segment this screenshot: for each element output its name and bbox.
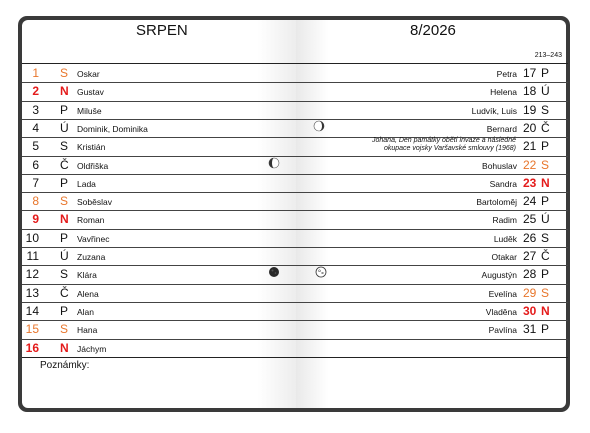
day-number: 30 bbox=[523, 303, 537, 318]
day-of-week: Ú bbox=[60, 249, 69, 263]
day-number: 27 bbox=[523, 249, 537, 263]
day-number: 13 bbox=[25, 285, 39, 300]
full-moon-icon bbox=[315, 266, 327, 278]
day-number: 15 bbox=[25, 322, 39, 337]
day-of-week: P bbox=[541, 139, 550, 154]
day-number: 11 bbox=[26, 249, 39, 263]
year-title: 8/2026 bbox=[410, 22, 456, 39]
day-number: 25 bbox=[523, 212, 537, 227]
day-of-week: S bbox=[60, 322, 69, 337]
row-divider bbox=[22, 192, 568, 193]
row-divider bbox=[22, 229, 568, 230]
day-number: 2 bbox=[32, 84, 39, 99]
name-day-note: Johana, Den památky obětí invaze a následné okupace vojsky Varšavské smlouvy (1968) bbox=[372, 137, 516, 153]
name-day: Vladěna bbox=[485, 306, 517, 317]
day-number: 24 bbox=[523, 194, 537, 209]
name-day: Jáchym bbox=[77, 343, 107, 354]
day-number: 23 bbox=[523, 175, 537, 190]
day-of-week: P bbox=[541, 267, 550, 282]
day-number: 5 bbox=[32, 139, 39, 154]
day-of-week: S bbox=[541, 285, 550, 300]
name-day: Augustýn bbox=[481, 270, 517, 281]
day-of-week: Č bbox=[541, 120, 550, 135]
day-number: 18 bbox=[523, 84, 537, 99]
day-of-week: P bbox=[541, 194, 550, 209]
day-number: 1 bbox=[32, 66, 39, 80]
name-day: Alan bbox=[77, 306, 95, 317]
day-of-week: Č bbox=[60, 157, 69, 172]
row-divider bbox=[22, 119, 568, 120]
row-divider bbox=[22, 210, 568, 211]
name-day: Bohuslav bbox=[482, 160, 517, 171]
day-number: 16 bbox=[25, 340, 39, 355]
name-day: Klára bbox=[77, 270, 97, 281]
day-of-week: P bbox=[541, 322, 550, 337]
day-of-week: Ú bbox=[60, 120, 69, 135]
name-day: Pavlína bbox=[488, 325, 517, 336]
name-day: Petra bbox=[496, 69, 517, 79]
day-number: 31 bbox=[523, 322, 537, 337]
name-day: Lada bbox=[77, 178, 96, 189]
day-number: 22 bbox=[523, 157, 537, 172]
name-day: Luděk bbox=[493, 233, 517, 244]
row-divider bbox=[22, 265, 568, 266]
day-number: 10 bbox=[25, 230, 39, 245]
row-divider bbox=[22, 156, 568, 157]
name-day: Helena bbox=[490, 87, 517, 98]
name-day: Miluše bbox=[77, 105, 102, 116]
name-day: Oldřiška bbox=[77, 160, 109, 171]
row-divider bbox=[22, 320, 568, 321]
day-of-week: S bbox=[60, 66, 69, 80]
last-quarter-moon-icon bbox=[313, 120, 325, 132]
new-moon-icon bbox=[268, 266, 280, 278]
day-of-week: N bbox=[541, 303, 550, 318]
row-divider bbox=[22, 339, 568, 340]
name-day: Sandra bbox=[489, 178, 517, 189]
day-of-week: S bbox=[541, 102, 550, 117]
day-number: 12 bbox=[25, 267, 39, 282]
day-number: 3 bbox=[32, 102, 39, 117]
day-of-week: S bbox=[541, 157, 550, 172]
day-of-week: P bbox=[60, 102, 69, 117]
name-day: Alena bbox=[77, 288, 99, 299]
day-number: 4 bbox=[32, 120, 39, 135]
day-number: 6 bbox=[32, 157, 39, 172]
day-of-week: N bbox=[60, 340, 69, 355]
name-day: Soběslav bbox=[77, 197, 112, 208]
row-divider bbox=[22, 284, 568, 285]
name-day: Bartoloměj bbox=[476, 197, 517, 208]
row-divider bbox=[22, 247, 568, 248]
day-number: 14 bbox=[25, 303, 39, 318]
row-divider bbox=[22, 82, 568, 83]
notes-rule bbox=[22, 357, 568, 358]
day-of-week: P bbox=[60, 303, 69, 318]
name-day: Dominik, Dominika bbox=[77, 123, 148, 134]
day-of-week: S bbox=[60, 139, 69, 154]
day-of-week: S bbox=[60, 194, 69, 209]
day-number: 8 bbox=[32, 194, 39, 209]
day-number: 7 bbox=[32, 175, 39, 190]
day-of-week: S bbox=[60, 267, 69, 282]
day-of-week: N bbox=[60, 84, 69, 99]
name-day: Oskar bbox=[77, 69, 100, 79]
day-number: 28 bbox=[523, 267, 537, 282]
day-of-week: Ú bbox=[541, 84, 550, 99]
day-of-week: P bbox=[60, 175, 69, 190]
name-day: Evelína bbox=[488, 288, 517, 299]
name-day: Hana bbox=[77, 325, 98, 336]
name-day: Zuzana bbox=[77, 252, 106, 262]
day-number: 20 bbox=[523, 120, 537, 135]
day-number: 9 bbox=[32, 212, 39, 227]
day-of-week: P bbox=[541, 66, 550, 80]
name-day: Bernard bbox=[486, 123, 517, 134]
day-number: 29 bbox=[523, 285, 537, 300]
day-of-week: P bbox=[60, 230, 69, 245]
waning-crescent-moon-icon bbox=[268, 157, 280, 169]
row-divider bbox=[22, 174, 568, 175]
name-day: Radim bbox=[492, 215, 517, 226]
day-of-week: Č bbox=[60, 285, 69, 300]
day-number: 26 bbox=[523, 230, 537, 245]
day-number: 17 bbox=[523, 66, 537, 80]
day-of-week: Ú bbox=[541, 212, 550, 227]
month-title: SRPEN bbox=[136, 22, 188, 39]
day-of-year-range: 213–243 bbox=[534, 52, 562, 59]
row-divider bbox=[22, 101, 568, 102]
day-of-week: N bbox=[60, 212, 69, 227]
name-day: Ludvík, Luis bbox=[471, 105, 517, 116]
name-day: Roman bbox=[77, 215, 105, 226]
day-of-week: S bbox=[541, 230, 550, 245]
name-day: Gustav bbox=[77, 87, 104, 98]
day-number: 21 bbox=[523, 139, 537, 154]
notes-label: Poznámky: bbox=[40, 360, 90, 371]
name-day: Otakar bbox=[491, 252, 517, 262]
name-day: Vavřinec bbox=[77, 233, 110, 244]
day-of-week: N bbox=[541, 175, 550, 190]
day-number: 19 bbox=[523, 102, 537, 117]
name-day: Kristián bbox=[77, 142, 106, 153]
header-rule bbox=[22, 63, 568, 64]
row-divider bbox=[22, 302, 568, 303]
day-of-week: Č bbox=[541, 249, 550, 263]
